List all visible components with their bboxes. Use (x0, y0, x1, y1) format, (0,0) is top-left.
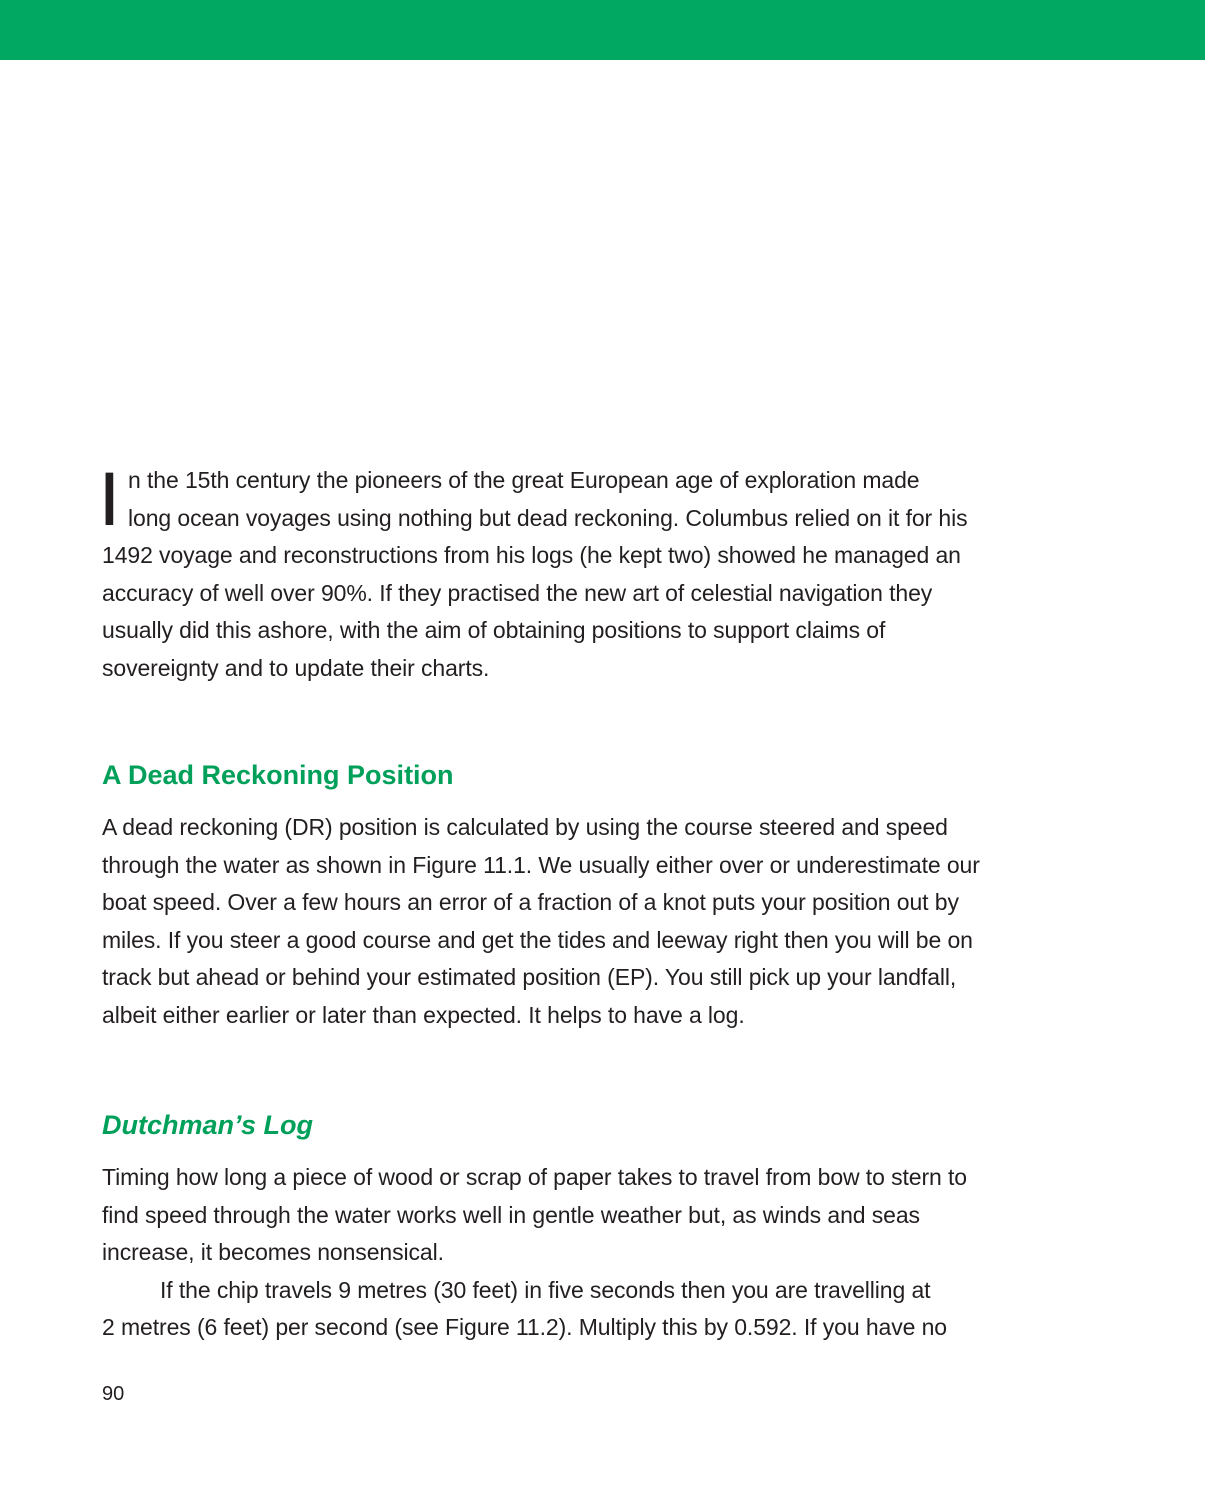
section-heading-dead-reckoning: A Dead Reckoning Position (102, 760, 454, 790)
body-line: find speed through the water works well in gentle weather but, as winds and seas (102, 1201, 920, 1228)
intro-line: n the 15th century the pioneers of the great European age of exploration made (128, 467, 920, 493)
body-line: A dead reckoning (DR) position is calculated by using the course steered and speed (102, 814, 948, 840)
page-body (102, 457, 1052, 1347)
intro-line: sovereignty and to update their charts. (102, 654, 490, 681)
page-number: 90 (102, 1383, 125, 1405)
dead-reckoning-paragraph (102, 809, 1052, 1034)
header-color-bar (0, 0, 1205, 60)
body-line: track but ahead or behind your estimated position (EP). You still pick up your landfall, (102, 964, 957, 990)
body-line: Timing how long a piece of wood or scrap of paper takes to travel from bow to stern to (102, 1164, 967, 1190)
body-line: If the chip travels 9 metres (30 feet) in five seconds then you are travelling at (160, 1276, 931, 1303)
body-line: albeit either earlier or later than expected. It helps to have a log. (102, 1001, 745, 1028)
body-line: miles. If you steer a good course and get the tides and leeway right then you will be on (102, 926, 973, 953)
intro-paragraph (102, 457, 1052, 687)
intro-line: usually did this ashore, with the aim of obtaining positions to support claims of (102, 617, 886, 643)
intro-line: accuracy of well over 90%. If they practised the new art of celestial navigation they (102, 579, 933, 606)
dutchmans-log-paragraph (102, 1159, 1052, 1272)
body-line: boat speed. Over a few hours an error of a fraction of a knot puts your position out by (102, 889, 959, 915)
intro-line: long ocean voyages using nothing but dead reckoning. Columbus relied on it for his (128, 504, 968, 531)
body-line: increase, it becomes nonsensical. (102, 1239, 444, 1265)
drop-cap: I (102, 457, 117, 542)
body-line: through the water as shown in Figure 11.1. We usually either over or underestimate our (102, 851, 980, 878)
intro-line: 1492 voyage and reconstructions from his logs (he kept two) showed he managed an (102, 542, 961, 568)
section-heading-dutchmans-log: Dutchman’s Log (102, 1110, 314, 1140)
chip-speed-paragraph (102, 1272, 1052, 1347)
body-line: 2 metres (6 feet) per second (see Figure 11.2). Multiply this by 0.592. If you have no (102, 1314, 947, 1340)
